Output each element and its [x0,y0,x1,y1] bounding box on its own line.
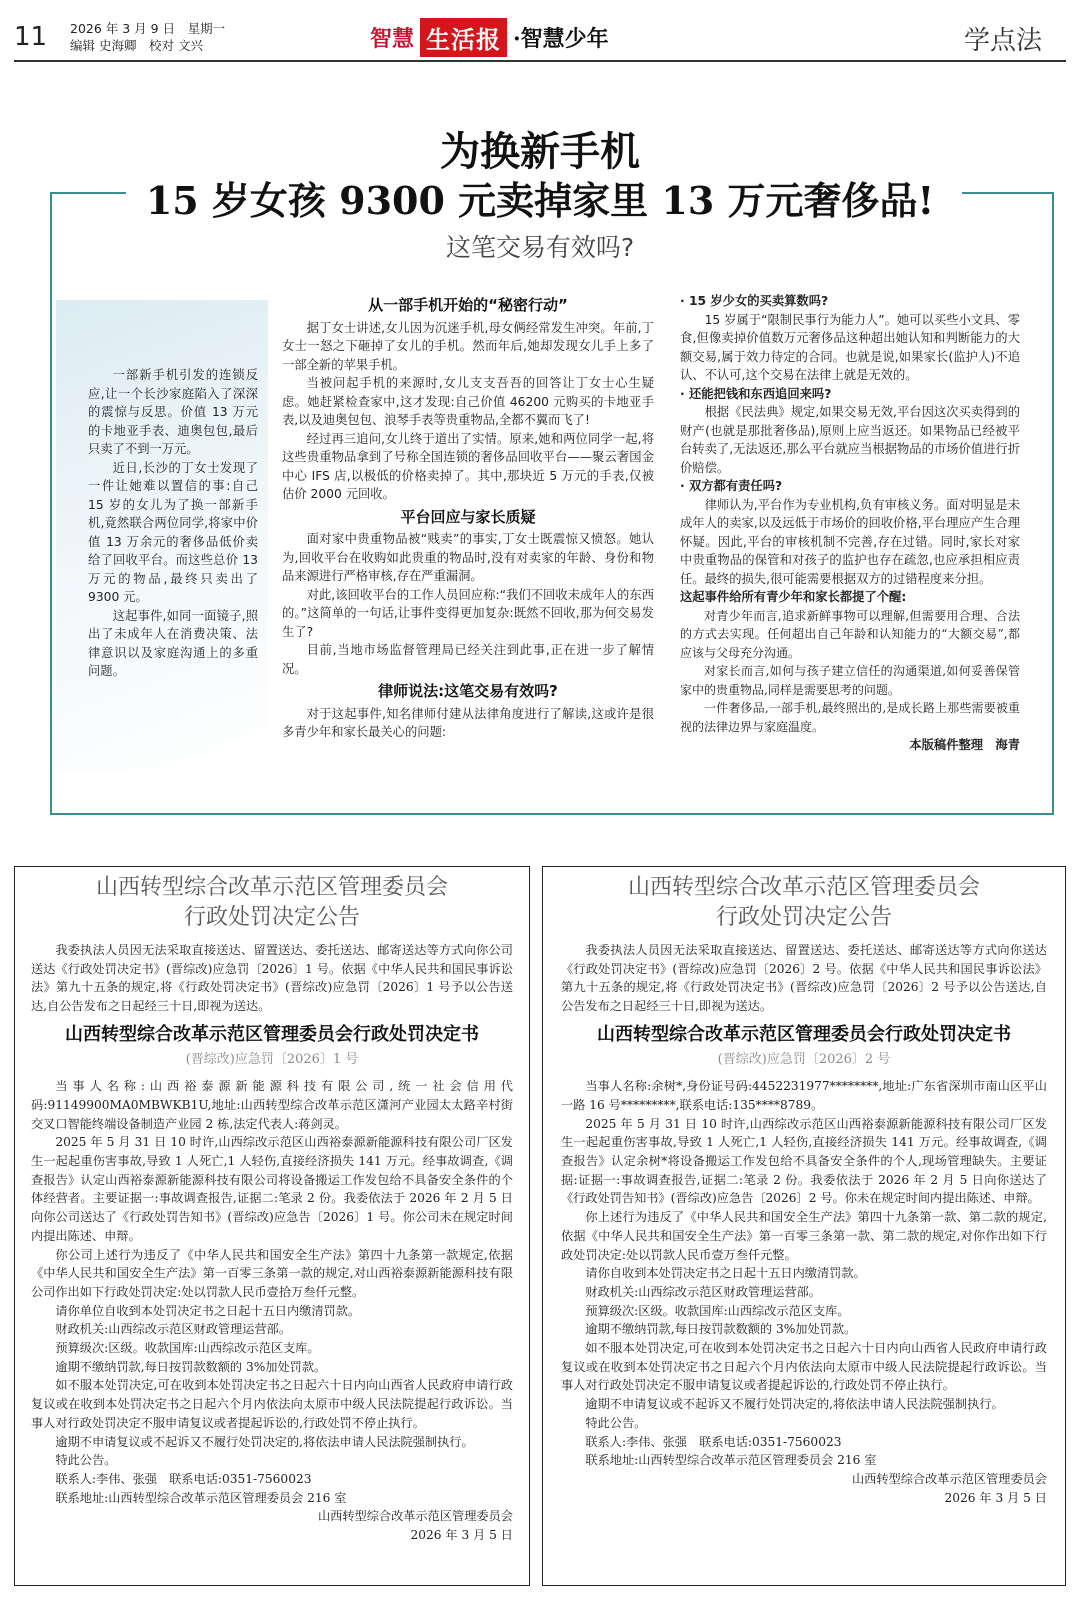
headline-line2: 15 岁女孩 9300 元卖掉家里 13 万元奢侈品! [145,178,935,223]
paragraph: 律师认为,平台作为专业机构,负有审核义务。面对明显是未成年人的卖家,以及远低于市场价的回收价格,平台理应产生合理怀疑。因此,平台的审核机制不完善,存在过错。同时,家长对家中贵重物品的保管和对孩子的监护也存在疏忽,也应承担相应责任。最终的损失,很可能需要根据双方的过错程度来分担。 [680,497,1020,586]
masthead-logo: 生活报 [420,18,507,57]
decision-paragraph: 财政机关:山西综改示范区财政管理运营部。 [585,1284,822,1299]
question-heading: · 还能把钱和东西追回来吗? [680,386,832,401]
notice-org-title: 山西转型综合改革示范区管理委员会 [627,875,980,900]
decision-paragraph: 财政机关:山西综改示范区财政管理运营部。 [55,1322,292,1337]
section-label: 学点法 [963,26,1042,56]
article-column-middle [282,292,654,742]
decision-paragraph: 逾期不缴纳罚款,每日按罚款数额的 3%加处罚款。 [585,1322,857,1337]
decision-paragraph: 当事人名称:余树*,身份证号码:4452231977********,地址:广东省深圳市南山区平山一路 16 号*********,联系电话:135****8789。 [561,1079,1047,1112]
headline-line1: 为换新手机 [440,128,640,175]
section-heading: 平台回应与家长质疑 [400,507,536,526]
decision-paragraph: 2025 年 5 月 31 日 10 时许,山西综改示范区山西裕泰源新能源科技有限公司厂区发生一起起重伤害事故,导致 1 人死亡,1 人轻伤,直接经济损失 141 万元。经事故调查,《调查报告》认定余树*将设备搬运工作发包给不具备安全条件的个人,现场管理缺失。主要证据:证据一:事故调查报告,证据二:笔录 2 份。我委依法于 2026 年 2 月 5 日向你送达了《行政处罚告知书》(晋综改)应急告〔2026〕2 号。你未在规定时间内提出陈述、申辩。 [561,1116,1047,1206]
question-heading: · 15 岁少女的买卖算数吗? [680,294,829,308]
decision-title: 山西转型综合改革示范区管理委员会行政处罚决定书 [65,1023,479,1045]
decision-paragraph: 如不服本处罚决定,可在收到本处罚决定书之日起六十日内向山西省人民政府申请行政复议或在收到本处罚决定书之日起六个月内依法向太原市中级人民法院提起行政诉讼。当事人对行政处罚决定不服申请复议或者提起诉讼的,行政处罚不停止执行。 [561,1341,1047,1393]
notice-intro: 我委执法人员因无法采取直接送达、留置送达、委托送达、邮寄送达等方式向你送达《行政处罚决定书》(晋综改)应急罚〔2026〕2 号。依据《中华人民共和国民事诉讼法》第九十五条的规定,将《行政处罚决定书》(晋综改)应急罚〔2026〕2 号予以公告送达,自公告发布之日起经三十日,即视为送达。 [561,943,1047,1014]
decision-paragraph: 预算级次:区级。收款国库:山西综改示范区支库。 [585,1303,850,1318]
issue-date: 2026 年 3 月 9 日 星期一 [70,21,226,36]
decision-title: 山西转型综合改革示范区管理委员会行政处罚决定书 [597,1023,1011,1045]
paragraph: 对于这起事件,知名律师付建从法律角度进行了解读,这或许是很多青少年和家长最关心的问题: [282,706,654,739]
decision-paragraph: 请你自收到本处罚决定书之日起十五日内缴清罚款。 [585,1266,866,1281]
decision-paragraph: 当事人名称:山西裕泰源新能源科技有限公司,统一社会信用代码:91149900MA0MBWKB1U,地址:山西转型综合改革示范区潇河产业园太太路辛村街交叉口智能终端设备制造产业园 2 栋,法定代表人:蒋剑灵。 [31,1079,513,1131]
paragraph: 目前,当地市场监督管理局已经关注到此事,正在进一步了解情况。 [282,643,654,676]
decision-paragraph: 你上述行为违反了《中华人民共和国安全生产法》第四十九条第一款、第二款的规定,依据《中华人民共和国安全生产法》第一百零三条第一款、第二款的规定,对你作出如下行政处罚决定:处以罚款人民币壹万叁仟元整。 [561,1210,1047,1262]
editors: 编辑 史海卿 校对 文兴 [70,38,203,53]
header-divider [14,60,1066,62]
decision-paragraph: 逾期不申请复议或不起诉又不履行处罚决定的,将依法申请人民法院强制执行。 [585,1397,1004,1412]
decision-paragraph: 2025 年 5 月 31 日 10 时许,山西综改示范区山西裕泰源新能源科技有限公司厂区发生一起起重伤害事故,导致 1 人死亡,1 人轻伤,直接经济损失 141 万元。经事故调查,《调查报告》认定山西裕泰源新能源科技有限公司将设备搬运工作发包给不具备安全条件的个体经营者。主要证据一:事故调查报告,证据二:笔录 2 份。我委依法于 2026 年 2 月 5 日向你公司送达了《行政处罚告知书》(晋综改)应急告〔2026〕1 号。你公司未在规定时间内提出陈述、申辩。 [31,1135,513,1243]
lead-paragraph: 近日,长沙的丁女士发现了一件让她难以置信的事:自己 15 岁的女儿为了换一部新手机,竟然联合两位同学,将家中价值 13 万余元的奢侈品低价卖给了回收平台。而这些总价 13 万元的物品,最终只卖出了 9300 元。 [88,460,258,604]
lead-paragraph: 一部新手机引发的连锁反应,让一个长沙家庭陷入了深深的震惊与反思。价值 13 万元的卡地亚手表、迪奥包包,最后只卖了不到一万元。 [88,368,258,456]
advice-paragraph: 对青少年而言,追求新鲜事物可以理解,但需要用合理、合法的方式去实现。任何超出自己年龄和认知能力的“大额交易”,都应该与父母充分沟通。 [680,608,1020,660]
decision-paragraph: 特此公告。 [55,1453,117,1468]
advice-paragraph: 对家长而言,如何与孩子建立信任的沟通渠道,如何妥善保管家中的贵重物品,同样是需要思考的问题。 [680,664,1020,697]
decision-number: (晋综改)应急罚〔2026〕2 号 [717,1051,891,1067]
contact-address: 联系地址:山西转型综合改革示范区管理委员会 216 室 [585,1453,877,1468]
notice-date: 2026 年 3 月 5 日 [410,1528,513,1543]
signature: 山西转型综合改革示范区管理委员会 [852,1471,1047,1486]
credit-line: 本版稿件整理 海青 [909,738,1020,752]
page-number: 11 [14,22,48,52]
decision-paragraph: 你公司上述行为违反了《中华人民共和国安全生产法》第四十九条第一款规定,依据《中华人民共和国安全生产法》第一百零三条第一款的规定,对山西裕泰源新能源科技有限公司作出如下行政处罚决定:处以罚款人民币壹拾万叁仟元整。 [31,1247,513,1299]
decision-paragraph: 逾期不申请复议或不起诉又不履行处罚决定的,将依法申请人民法院强制执行。 [55,1434,474,1449]
paragraph: 经过再三追问,女儿终于道出了实情。原来,她和两位同学一起,将这些贵重物品拿到了号称全国连锁的奢侈品回收平台——聚云奢国金中心 IFS 店,以极低的价格卖掉了。其中,那块近 5 万元的手表,仅被估价 2000 元回收。 [282,431,654,501]
notice-left [14,866,530,1586]
decision-paragraph: 请你单位自收到本处罚决定书之日起十五日内缴清罚款。 [55,1303,361,1318]
contact-person: 联系人:李伟、张强 联系电话:0351-7560023 [585,1434,842,1449]
notice-org-title: 山西转型综合改革示范区管理委员会 [95,875,448,900]
subheadline: 这笔交易有效吗? [445,233,635,262]
decision-paragraph: 特此公告。 [585,1415,647,1430]
paragraph: 根据《民法典》规定,如果交易无效,平台因这次买卖得到的财产(也就是那批奢侈品),原则上应当返还。如果物品已经被平台转卖了,无法返还,那么平台就应当根据物品的市场价值进行折价赔偿。 [680,405,1020,475]
decision-number: (晋综改)应急罚〔2026〕1 号 [185,1051,359,1067]
contact-person: 联系人:李伟、张强 联系电话:0351-7560023 [55,1471,312,1486]
section-heading: 从一部手机开始的“秘密行动” [368,296,568,314]
question-heading: 这起事件给所有青少年和家长都提了个醒: [680,590,907,604]
masthead [370,18,609,56]
paragraph: 对此,该回收平台的工作人员回应称:“我们不回收未成年人的东西的。”这简单的一句话,让事件变得更加复杂:既然不回收,那为何交易发生了? [282,587,654,639]
article-column-right [680,292,1020,755]
decision-paragraph: 预算级次:区级。收款国库:山西综改示范区支库。 [55,1341,320,1356]
masthead-subtitle: ·智慧少年 [513,25,609,52]
section-heading: 律师说法:这笔交易有效吗? [378,682,558,700]
notice-intro: 我委执法人员因无法采取直接送达、留置送达、委托送达、邮寄送达等方式向你公司送达《行政处罚决定书》(晋综改)应急罚〔2026〕1 号。依据《中华人民共和国民事诉讼法》第九十五条的规定,将《行政处罚决定书》(晋综改)应急罚〔2026〕1 号予以公告送达,自公告发布之日起经三十日,即视为送达。 [31,943,513,1014]
decision-paragraph: 如不服本处罚决定,可在收到本处罚决定书之日起六十日内向山西省人民政府申请行政复议或在收到本处罚决定书之日起六个月内依法向太原市中级人民法院提起行政诉讼。当事人对行政处罚决定不服申请复议或者提起诉讼的,行政处罚不停止执行。 [31,1378,513,1430]
advice-paragraph: 一件奢侈品,一部手机,最终照出的,是成长路上那些需要被重视的法律边界与家庭温度。 [680,701,1020,734]
contact-address: 联系地址:山西转型综合改革示范区管理委员会 216 室 [55,1490,347,1505]
notice-date: 2026 年 3 月 5 日 [944,1490,1047,1505]
lead-text [88,366,258,681]
notice-right [542,866,1066,1586]
notice-title: 行政处罚决定公告 [183,905,360,930]
lead-paragraph: 这起事件,如同一面镜子,照出了未成年人在消费决策、法律意识以及家庭沟通上的多重问题。 [88,608,258,678]
decision-paragraph: 逾期不缴纳罚款,每日按罚款数额的 3%加处罚款。 [55,1359,327,1374]
paragraph: 15 岁属于“限制民事行为能力人”。她可以买些小文具、零食,但像卖掉价值数万元奢侈品这种超出她认知和判断能力的大额交易,属于效力待定的合同。也就是说,如果家长(监护人)不追认、不认可,这个交易在法律上就是无效的。 [680,312,1020,382]
masthead-prefix: 智慧 [370,25,415,52]
paragraph: 据丁女士讲述,女儿因为沉迷手机,母女俩经常发生冲突。年前,丁女士一怒之下砸掉了女儿的手机。然而年后,她却发现女儿手上多了一部全新的苹果手机。 [282,320,654,372]
notice-title: 行政处罚决定公告 [715,905,892,930]
question-heading: · 双方都有责任吗? [680,479,783,493]
signature: 山西转型综合改革示范区管理委员会 [318,1509,513,1524]
paragraph: 当被问起手机的来源时,女儿支支吾吾的回答让丁女士心生疑虑。她赶紧检查家中,这才发现:自己价值 46200 元购买的卡地亚手表,以及迪奥包包、浪琴手表等贵重物品,全都不翼而飞了! [282,376,654,427]
paragraph: 面对家中贵重物品被“贱卖”的事实,丁女士既震惊又愤怒。她认为,回收平台在收购如此贵重的物品时,没有对卖家的年龄、身份和物品来源进行严格审核,存在严重漏洞。 [282,532,654,583]
header-info [70,20,225,54]
